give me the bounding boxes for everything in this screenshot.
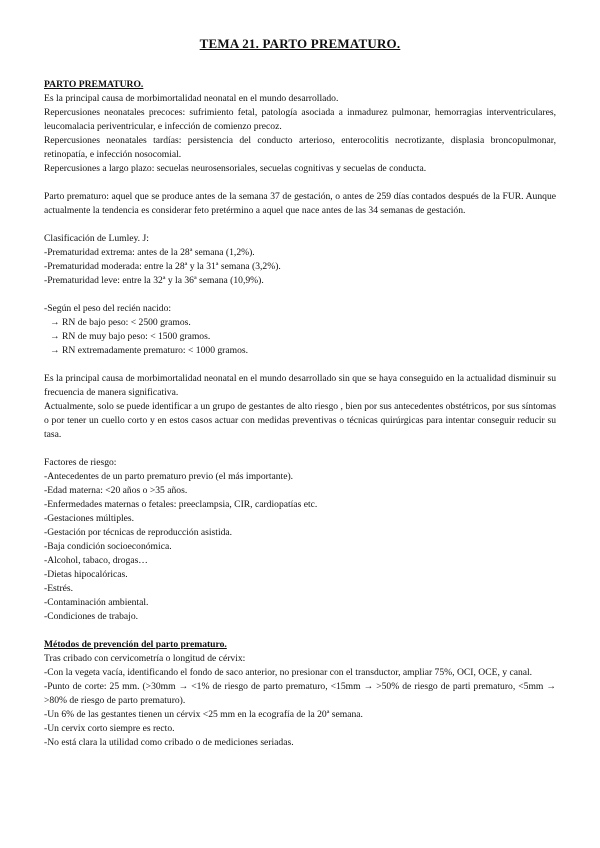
paragraph: Repercusiones neonatales precoces: sufrimiento fetal, patología asociada a inmadurez pulmonar, hemorragias interventriculares, leucomalacia periventricular, e infección de comienzo precoz.: [44, 107, 556, 132]
definition-paragraph: Parto prematuro: aquel que se produce antes de la semana 37 de gestación, o antes de 259 días contados después de la FUR. Aunque actualmente la tendencia es considerar feto pretérmino a aquel que nace antes de las 34 semanas de gestación.: [44, 191, 556, 216]
spacer: [44, 218, 556, 232]
list-item: -Prematuridad leve: entre la 32ª y la 36ª semana (10,9%).: [44, 275, 264, 286]
spacer: [44, 624, 556, 638]
list-item: -Prematuridad extrema: antes de la 28ª semana (1,2%).: [44, 247, 255, 258]
paragraph: Es la principal causa de morbimortalidad neonatal en el mundo desarrollado.: [44, 93, 339, 104]
list-item: -Condiciones de trabajo.: [44, 611, 139, 622]
list-item: -Edad materna: <20 años o >35 años.: [44, 485, 188, 496]
list-item: -Enfermedades maternas o fetales: preeclampsia, CIR, cardiopatías etc.: [44, 499, 318, 510]
paragraph: -No está clara la utilidad como cribado o de mediciones seriadas.: [44, 737, 294, 748]
spacer: [44, 176, 556, 190]
paragraph: -Un cervix corto siempre es recto.: [44, 723, 175, 734]
lumley-heading: Clasificación de Lumley. J:: [44, 233, 149, 244]
spacer: [44, 442, 556, 456]
paragraph: -Punto de corte: 25 mm. (>30mm → <1% de riesgo de parto prematuro, <15mm → >50% de riesgo de parti prematuro, <5mm → >80% de riesgo de parto prematuro).: [44, 681, 556, 706]
section-heading-prevencion: Métodos de prevención del parto prematuro.: [44, 639, 227, 650]
list-item: -Gestaciones múltiples.: [44, 513, 135, 524]
list-item: -Dietas hipocalóricas.: [44, 569, 128, 580]
list-item: → RN de bajo peso: < 2500 gramos.: [50, 317, 191, 328]
paragraph: Es la principal causa de morbimortalidad neonatal en el mundo desarrollado sin que se haya conseguido en la actualidad disminuir su frecuencia de manera significativa.: [44, 373, 556, 398]
list-item: -Alcohol, tabaco, drogas…: [44, 555, 148, 566]
list-item: -Prematuridad moderada: entre la 28ª y la 31ª semana (3,2%).: [44, 261, 281, 272]
paragraph: Actualmente, solo se puede identificar a un grupo de gestantes de alto riesgo , bien por sus antecedentes obstétricos, por sus síntomas o por tener un cuello corto y en estos casos actuar con medidas preventivas o técnicas quirúrgicas para intentar conseguir reducir su tasa.: [44, 401, 556, 440]
paragraph: -Un 6% de las gestantes tienen un cérvix <25 mm en la ecografía de la 20ª semana.: [44, 709, 363, 720]
list-item: -Contaminación ambiental.: [44, 597, 149, 608]
list-item: -Gestación por técnicas de reproducción asistida.: [44, 527, 233, 538]
page-title: TEMA 21. PARTO PREMATURO.: [199, 36, 401, 51]
list-item: -Antecedentes de un parto prematuro previo (el más importante).: [44, 471, 294, 482]
list-item: -Baja condición socioeconómica.: [44, 541, 172, 552]
list-item: -Estrés.: [44, 583, 74, 594]
paragraph: Tras cribado con cervicometría o longitud de cérvix:: [44, 653, 246, 664]
section-heading-parto-prematuro: PARTO PREMATURO.: [44, 79, 144, 90]
spacer: [44, 288, 556, 302]
list-item: → RN de muy bajo peso: < 1500 gramos.: [50, 331, 211, 342]
paragraph: Repercusiones neonatales tardías: persistencia del conducto arterioso, enterocolitis necrotizante, displasia broncopulmonar, retinopatía, e infección nosocomial.: [44, 135, 556, 160]
paragraph: -Con la vegeta vacía, identificando el fondo de saco anterior, no presionar con el transductor, ampliar 75%, OCI, OCE, y canal.: [44, 667, 533, 678]
spacer: [44, 358, 556, 372]
risk-heading: Factores de riesgo:: [44, 457, 117, 468]
document-page: [44, 36, 556, 750]
list-item: → RN extremadamente prematuro: < 1000 gramos.: [50, 345, 249, 356]
paragraph: Repercusiones a largo plazo: secuelas neurosensoriales, secuelas cognitivas y secuelas de conducta.: [44, 163, 427, 174]
weight-heading: -Según el peso del recién nacido:: [44, 303, 172, 314]
